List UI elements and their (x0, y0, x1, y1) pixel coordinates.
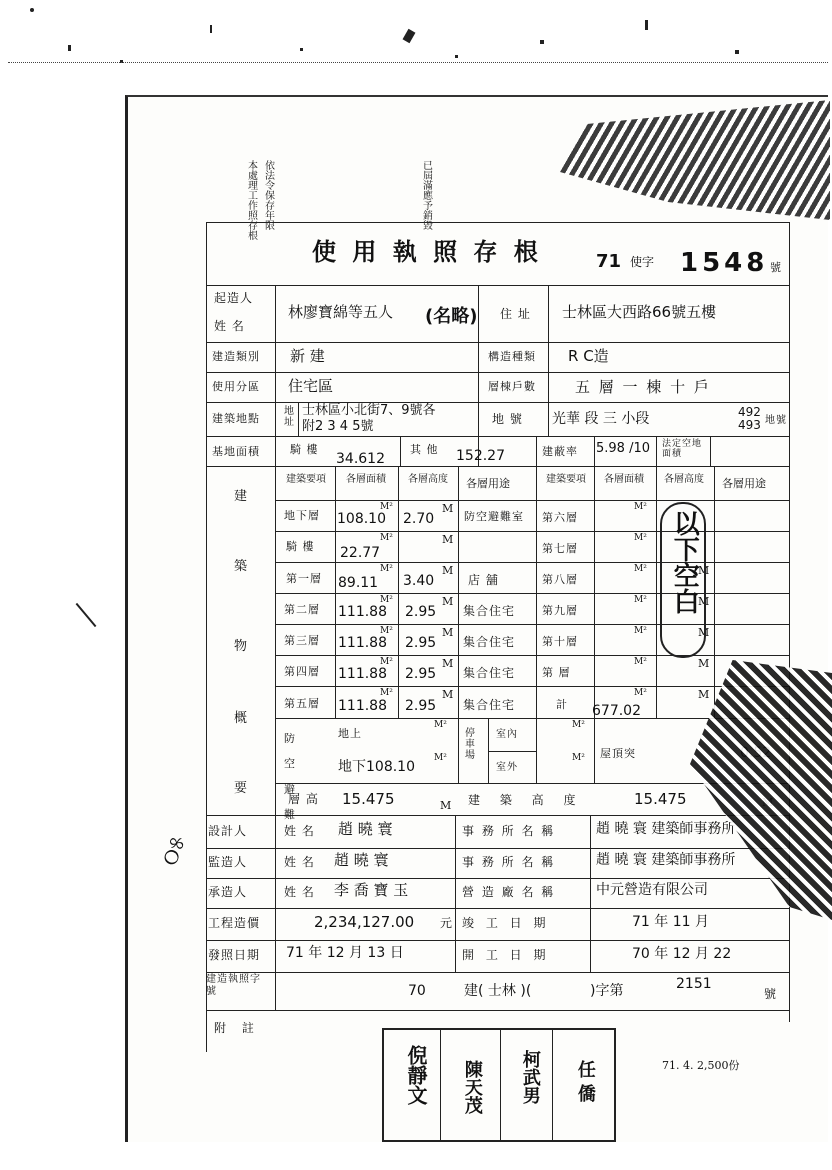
roof-label: 屋頂突 (600, 747, 636, 760)
stamp-3: 柯武男 (519, 1050, 541, 1104)
floor-height-label: 層 高 (288, 792, 319, 806)
open-label: 法定空地面積 (662, 439, 703, 459)
designer-value: 趙 曉 寰 (338, 820, 393, 838)
location-label: 建築地點 (212, 412, 260, 425)
top-note-col2: 依法令保存年限 (262, 160, 274, 230)
location-sub: 地址 (281, 405, 293, 427)
contractor-co-value: 中元營造有限公司 (596, 882, 708, 898)
unit-area-parking-2: M² (572, 753, 585, 763)
type-value: 新 建 (290, 347, 325, 365)
other-value: 152.27 (456, 448, 505, 464)
table-row: 第二層 (284, 603, 320, 616)
owner-value: 林廖寶綿等五人 (288, 303, 394, 321)
contractor-sub: 姓 名 (284, 885, 315, 899)
table-row: 騎 樓 (286, 540, 315, 553)
contractor-label: 承造人 (208, 885, 248, 899)
floors-label: 層棟戶數 (488, 380, 536, 393)
permit-number-ref: 2151 (676, 976, 712, 992)
owner-label-sub: 姓 名 (214, 319, 245, 333)
top-note-col1: 本處理工作照存根 (245, 160, 257, 240)
margin-mark-1: ୦୫ (157, 832, 192, 870)
shelter-below: 地下108.10 (338, 759, 415, 775)
table-row: 第五層 (284, 697, 320, 710)
site-label: 基地面積 (212, 445, 260, 458)
supervisor-sub: 姓 名 (284, 855, 315, 869)
zone-label: 使用分區 (212, 380, 260, 393)
lot-value: 光華 段 三 小段 (552, 411, 650, 427)
total-area: 677.02 (592, 703, 641, 719)
lot-suffix: 地號 (765, 415, 787, 426)
stamp-2: 陳天茂 (461, 1060, 483, 1114)
owner-label: 起造人 (214, 291, 254, 305)
supervisor-label: 監造人 (208, 855, 248, 869)
owner-seal: (名略) (425, 306, 478, 327)
parking-label: 停車場 (465, 728, 476, 761)
designer-office-value: 趙 曉 寰 建築師事務所 (596, 821, 736, 837)
complete-value: 71 年 11 月 (632, 914, 709, 930)
unit-area-shelter-1: M² (434, 720, 447, 730)
table-row: 第四層 (284, 665, 320, 678)
arcade-label: 騎 樓 (290, 443, 319, 456)
issue-label: 發照日期 (208, 948, 261, 962)
permit-text: 建( 士林 )( (464, 983, 532, 999)
parking-in: 室內 (496, 729, 518, 740)
designer-sub: 姓 名 (284, 824, 315, 838)
address-value: 士林區大西路66號五樓 (562, 303, 717, 321)
list-item: 第八層 (542, 573, 578, 586)
type-label: 建造類別 (212, 350, 260, 363)
note-label: 附 註 (214, 1021, 260, 1035)
cost-unit: 元 (440, 916, 454, 930)
list-item: 第六層 (542, 511, 578, 524)
supervisor-value: 趙 曉 寰 (334, 851, 389, 869)
supervisor-office-label: 事 務 所 名 稱 (462, 855, 556, 869)
list-item: 第七層 (542, 542, 578, 555)
contractor-value: 李 喬 寶 玉 (334, 881, 409, 899)
issue-value: 71 年 12 月 13 日 (286, 945, 404, 961)
parking-out: 室外 (496, 762, 518, 773)
unit-area-shelter-2: M² (434, 753, 447, 763)
structure-value: R C造 (568, 347, 609, 365)
blank-note: 以下空白 (660, 502, 706, 658)
cost-label: 工程造價 (208, 916, 261, 930)
shelter-label: 防空避難 (284, 732, 296, 821)
unit-len-height: M (440, 799, 452, 812)
top-note-col3: 已屆滿應予銷毀 (420, 160, 432, 230)
designer-label: 設計人 (208, 824, 248, 838)
contractor-co-label: 營 造 廠 名 稱 (462, 885, 556, 899)
other-label: 其 他 (410, 443, 439, 456)
coverage-value: 5.98 /10 (596, 441, 650, 456)
list-item: 第 層 (542, 666, 571, 679)
permit-label: 建造執照字號 (206, 974, 261, 997)
coverage-label: 建蔽率 (542, 445, 578, 458)
permit-prefix: 使字 (630, 255, 655, 269)
lot-label: 地 號 (492, 412, 523, 426)
table-row: 地下層 (284, 509, 320, 522)
permit-year: 71 (596, 251, 622, 272)
page-title: 使 用 執 照 存 根 (312, 237, 542, 266)
bldg-height-label: 建 築 高 度 (468, 793, 584, 807)
bldg-height-value: 15.475 (634, 790, 687, 808)
margin-stroke (76, 603, 97, 627)
permit-year-ref: 70 (408, 983, 426, 999)
unit-area-parking-1: M² (572, 720, 585, 730)
permit-end: 號 (764, 987, 778, 1001)
permit-suffix: )字第 (590, 983, 624, 999)
structure-label: 構造種類 (488, 350, 536, 363)
start-value: 70 年 12 月 22 (632, 946, 732, 962)
location-value-2: 附2 3 4 5號 (302, 419, 374, 434)
list-item: 第九層 (542, 604, 578, 617)
permit-suffix: 號 (770, 261, 781, 274)
complete-label: 竣 工 日 期 (462, 916, 550, 930)
scan-noise (0, 0, 832, 95)
arcade-value: 34.612 (336, 451, 385, 467)
stamp-4: 任 僑 (574, 1060, 596, 1103)
supervisor-office-value: 趙 曉 寰 建築師事務所 (596, 852, 736, 868)
list-item: 第十層 (542, 635, 578, 648)
zone-value: 住宅區 (288, 377, 334, 395)
permit-number: 1548 (680, 248, 769, 278)
stamp-1: 倪靜文 (404, 1045, 428, 1105)
start-label: 開 工 日 期 (462, 948, 550, 962)
table-row: 第三層 (284, 634, 320, 647)
print-info: 71. 4. 2,500份 (662, 1059, 740, 1072)
designer-office-label: 事 務 所 名 稱 (462, 824, 556, 838)
table-row: 第一層 (286, 572, 322, 585)
location-value-1: 士林區小北街7、9號各 (302, 403, 436, 418)
address-label: 住 址 (500, 307, 531, 321)
lot-numbers: 492 493 (738, 405, 761, 432)
floors-value: 五 層 一 棟 十 戶 (575, 378, 711, 396)
floor-height-value: 15.475 (342, 790, 395, 808)
cost-value: 2,234,127.00 (314, 913, 415, 931)
list-item: 計 (556, 698, 568, 711)
shelter-above: 地上 (338, 727, 362, 740)
